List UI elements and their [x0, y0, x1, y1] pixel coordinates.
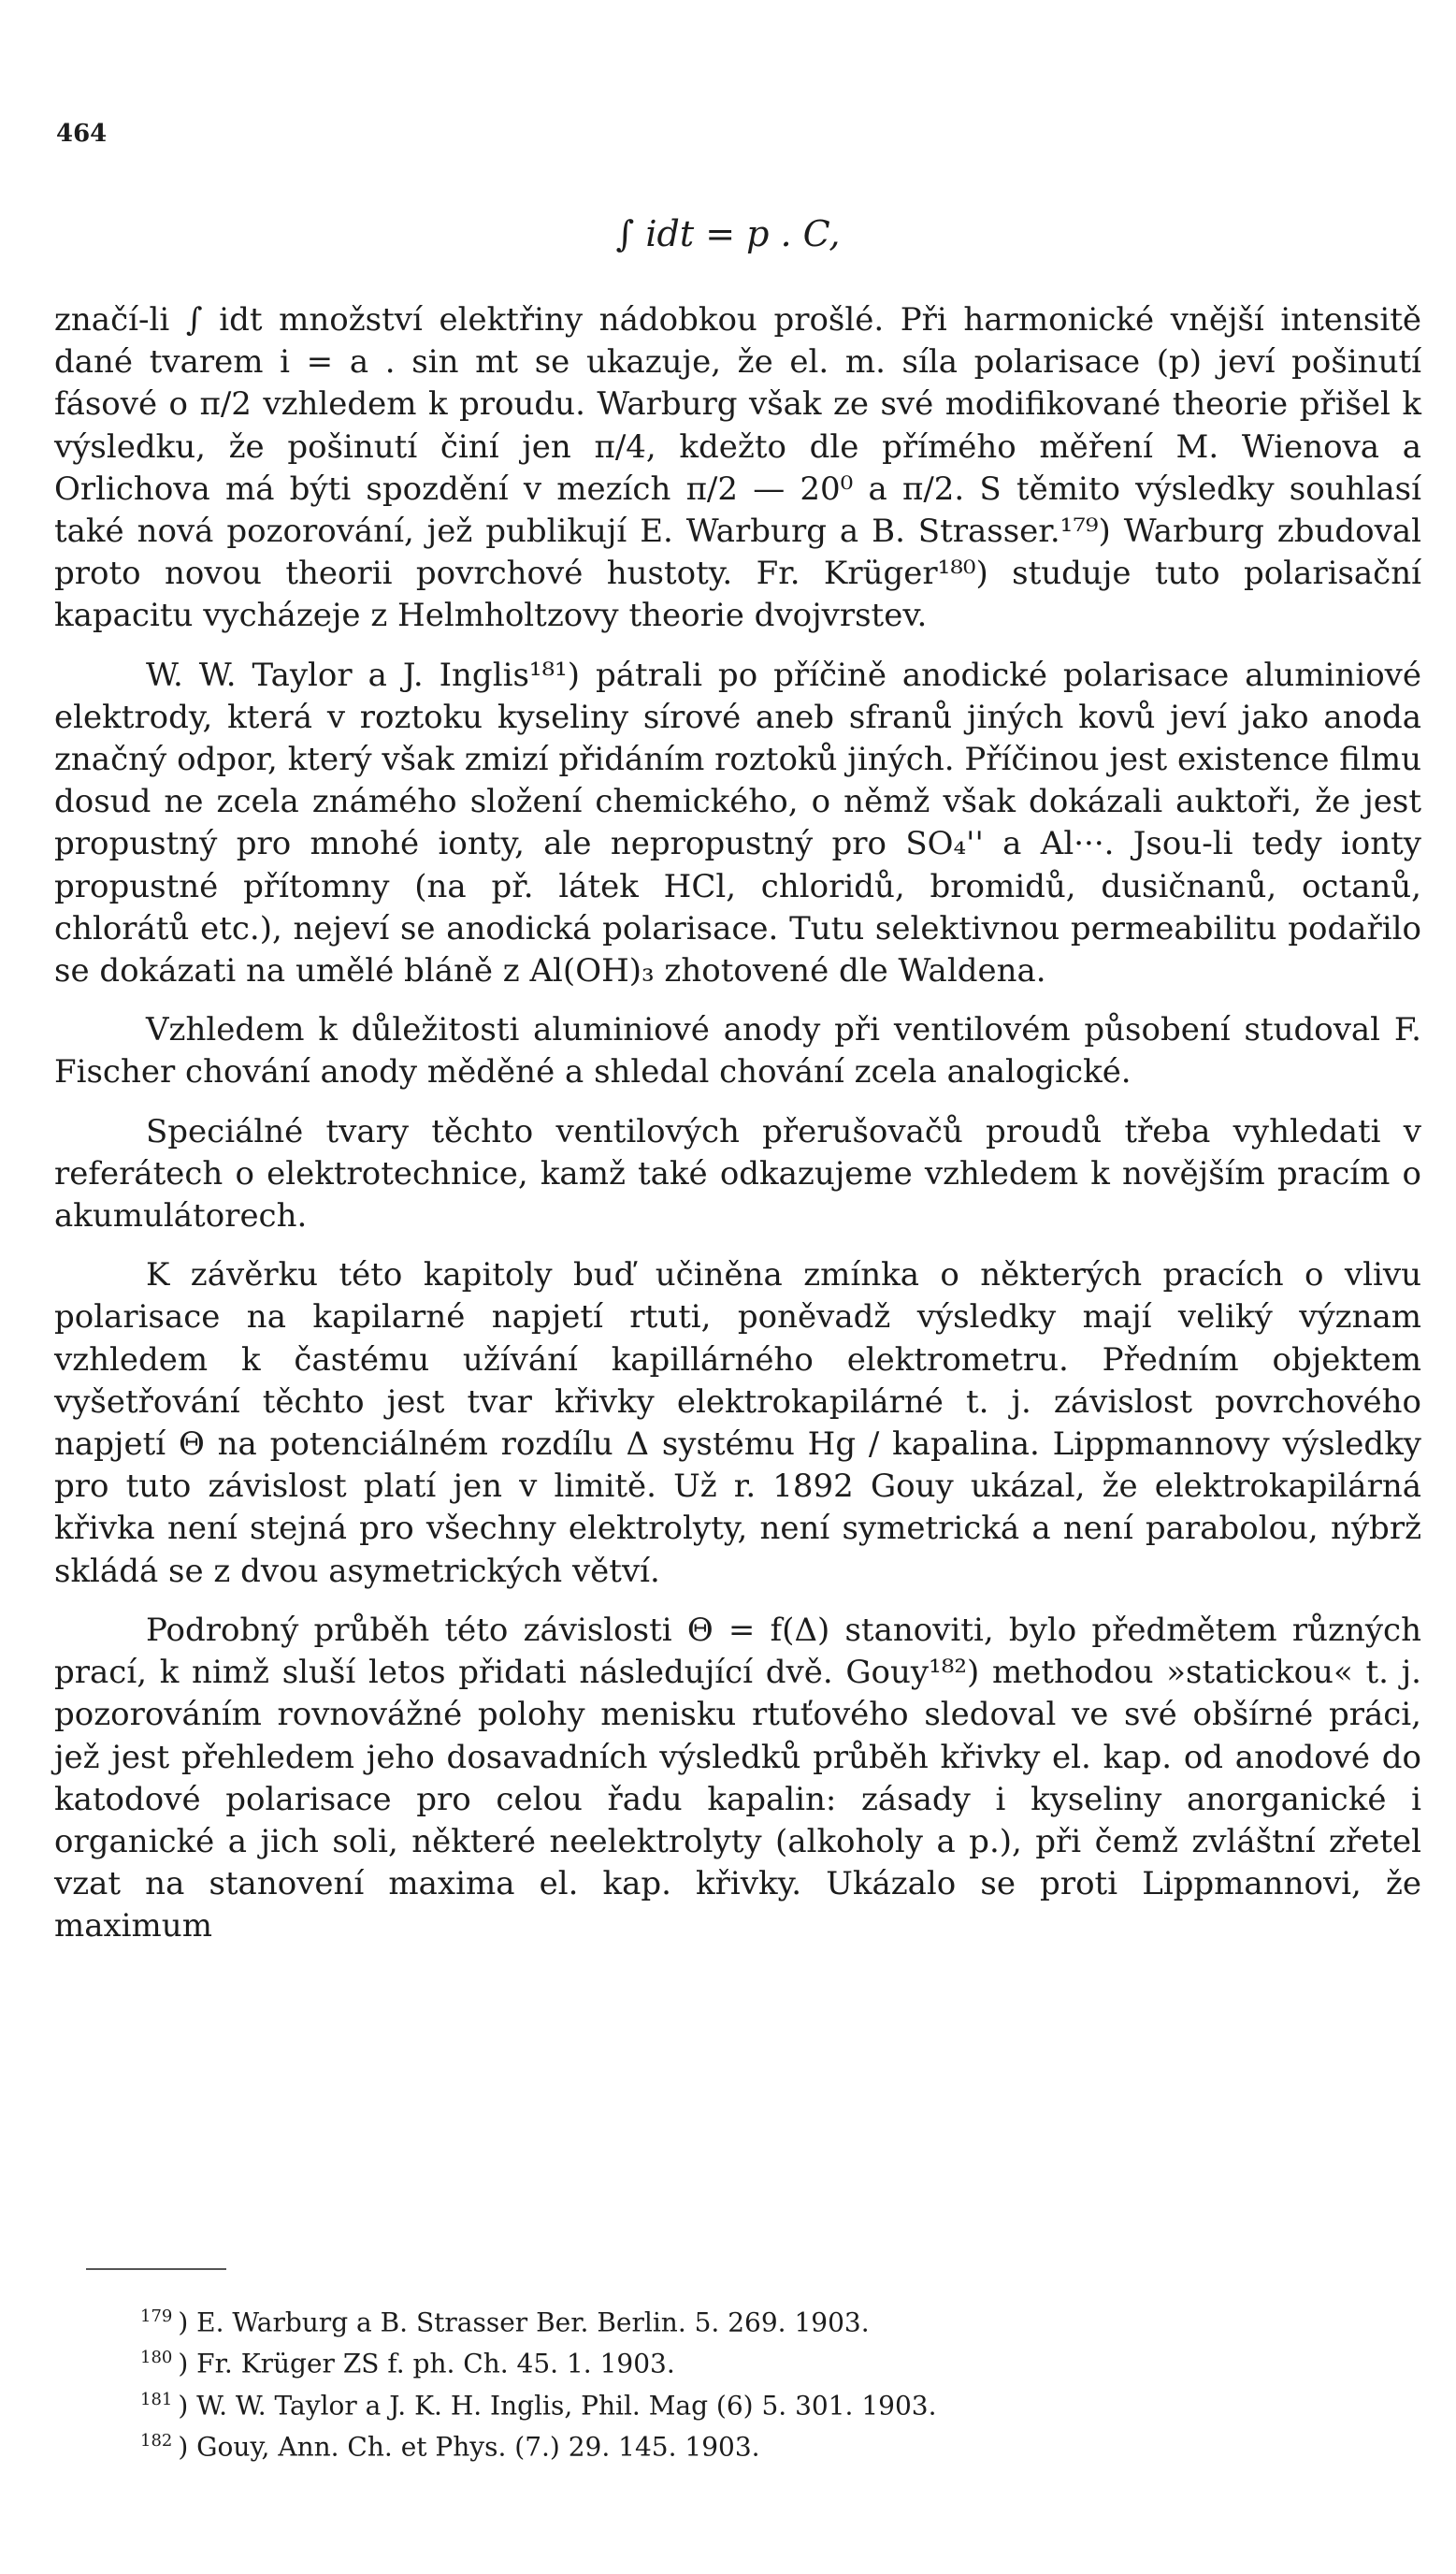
- footnote-mark: 179: [140, 2306, 173, 2326]
- page-number: 464: [56, 120, 108, 148]
- footnote-181: [140, 2382, 1356, 2423]
- paragraph-gouy: Podrobný průběh této závislosti Θ = f(Δ) stanoviti, bylo předmětem různých prací, k nimž sluší letos přidati následující dvě. Gouy¹⁸²) methodou »statickou« t. j. pozorováním rovnovážné polohy menisku rtuťového sledoval ve své obšírné práci, jež jest přehledem jeho dosavadních výsledků průběh křivky el. kap. od anodové do katodové polarisace pro celou řadu kapalin: zásady i kyseliny anorganické i organické a jich soli, některé neelektrolyty (alkoholy a p.), při čemž zvláštní zřetel vzat na stanovení maxima el. kap. křivky. Ukázalo se proti Lippmannovi, že maximum: [54, 1611, 1421, 1945]
- footnote-179: [140, 2299, 1356, 2340]
- footnote-mark: 182: [140, 2430, 173, 2451]
- paragraph-electrocapillary: K závěrku této kapitoly buď učiněna zmínka o některých pracích o vlivu polarisace na kapilarné napjetí rtuti, poněvadž výsledky mají veliký význam vzhledem k častému užívání kapillárného elektrometru. Předním objektem vyšetřování těchto jest tvar křivky elektrokapilárné t. j. závislost povrchového napjetí Θ na potenciálném rozdílu Δ systému Hg / kapalina. Lippmannovy výsledky pro tuto závislost platí jen v limitě. Už r. 1892 Gouy ukázal, že elektrokapilárná křivka není stejná pro všechny elektrolyty, není symetrická a není parabolou, nýbrž skládá se z dvou asymetrických větví.: [54, 1256, 1421, 1590]
- footnote-180: [140, 2340, 1356, 2381]
- paragraph-taylor-inglis: W. W. Taylor a J. Inglis¹⁸¹) pátrali po příčině anodické polarisace aluminiové elektrody, která v roztoku kyseliny sírové aneb sfranů jiných kovů jeví jako anoda značný odpor, který však zmizí přidáním roztoků jiných. Příčinou jest existence filmu dosud ne zcela známého složení chemického, o němž však dokázali auktoři, že jest propustný pro mnohé ionty, ale nepropustný pro SO₄'' a Al···. Jsou-li tedy ionty propustné přítomny (na př. látek HCl, chloridů, bromidů, dusičnanů, octanů, chlorátů etc.), nejeví se anodická polarisace. Tutu selektivnou permeabilitu podařilo se dokázati na umělé bláně z Al(OH)₃ zhotovené dle Waldena.: [54, 656, 1421, 991]
- footnote-text: ) E. Warburg a B. Strasser Ber. Berlin. 5. 269. 1903.: [178, 2306, 870, 2338]
- footnotes: [140, 2299, 1356, 2465]
- footnote-divider: [86, 2268, 226, 2270]
- footnote-mark: 180: [140, 2348, 173, 2368]
- paragraph-polarisation-phase: značí-li ∫ idt množství elektřiny nádobkou prošlé. Při harmonické vnější intensitě dané tvarem i = a . sin mt se ukazuje, že el. m. síla polarisace (p) jeví pošinutí fásové o π/2 vzhledem k proudu. Warburg však ze své modifikované theorie přišel k výsledku, že pošinutí činí jen π/4, kdežto dle přímého měření M. Wienova a Orlichova má býti spozdění v mezích π/2 — 20⁰ a π/2. S těmito výsledky souhlasí také nová pozorování, jež publikují E. Warburg a B. Strasser.¹⁷⁹) Warburg zbudoval proto novou theorii povrchové hustoty. Fr. Krüger¹⁸⁰) studuje tuto polarisační kapacitu vycházeje z Helmholtzovy theorie dvojvrstev.: [54, 301, 1421, 635]
- footnote-mark: 181: [140, 2389, 173, 2409]
- body-text: [54, 299, 1421, 1965]
- paragraph-fischer: Vzhledem k důležitosti aluminiové anody při ventilovém působení studoval F. Fischer chování anody měděné a shledal chování zcela analogické.: [54, 1011, 1421, 1092]
- footnote-text: ) Fr. Krüger ZS f. ph. Ch. 45. 1. 1903.: [178, 2348, 675, 2379]
- footnote-text: ) Gouy, Ann. Ch. et Phys. (7.) 29. 145. 1903.: [178, 2431, 760, 2463]
- footnote-182: [140, 2423, 1356, 2465]
- charge-formula: ∫ idt = p . C,: [615, 213, 841, 254]
- footnote-text: ) W. W. Taylor a J. K. H. Inglis, Phil. Mag (6) 5. 301. 1903.: [178, 2389, 937, 2421]
- paragraph-ventil-interrupters: Speciálné tvary těchto ventilových přerušovačů proudů třeba vyhledati v referátech o elektrotechnice, kamž také odkazujeme vzhledem k novějším pracím o akumulátorech.: [54, 1112, 1421, 1236]
